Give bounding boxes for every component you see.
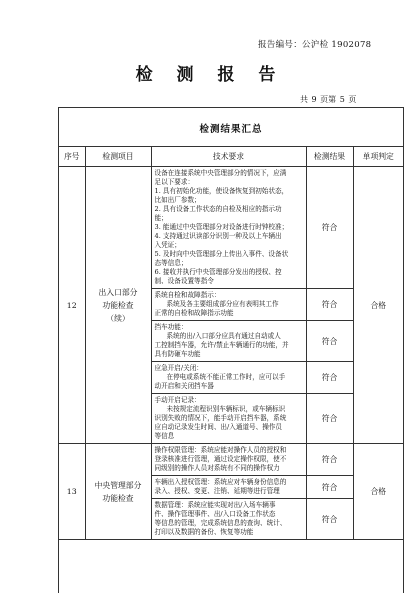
results-frame bbox=[58, 107, 404, 593]
result-cell: 符合 bbox=[306, 362, 353, 394]
header-requirement: 技术要求 bbox=[151, 147, 306, 167]
req-line: 系统的出/入口部分应具有通过自动或人 bbox=[166, 332, 281, 340]
item-line: 功能检查 bbox=[102, 493, 134, 503]
result-cell: 符合 bbox=[306, 289, 353, 321]
result-cell: 符合 bbox=[306, 476, 353, 499]
requirement-cell bbox=[151, 476, 306, 499]
header-item: 检测项目 bbox=[85, 147, 151, 167]
req-line: 车辆出入授权管理：系统应对车辆身份信息的 bbox=[154, 478, 287, 486]
header-seq: 序号 bbox=[59, 147, 85, 167]
results-table bbox=[59, 146, 403, 540]
req-line: 入凭证； bbox=[154, 241, 181, 249]
table-header-row bbox=[59, 147, 403, 167]
req-line: 等信息的管理，完成系统信息的查询、统计、 bbox=[154, 519, 287, 527]
requirement-cell bbox=[151, 499, 306, 540]
req-line: 应自动记录发生时间、出/入通道号、操作员 bbox=[154, 423, 283, 431]
req-line: 未按规定流程识别车辆标识，或车辆标识 bbox=[166, 405, 286, 413]
verdict-cell: 合格 bbox=[353, 444, 403, 540]
req-line: 录入、授权、变更、注销、延期等进行管理 bbox=[154, 487, 280, 495]
verdict-cell: 合格 bbox=[353, 167, 403, 444]
req-line: 识别失败的情况下，能手动开启挡车器，系统 bbox=[154, 414, 287, 422]
req-line: 比如出厂参数； bbox=[154, 196, 201, 204]
req-line: 登录核准进行管理，通过设定操作权限，使不 bbox=[154, 455, 287, 463]
req-line: 应急开启/关闭： bbox=[154, 364, 203, 372]
req-line: 4. 支持通过识读部分识别一种及以上车辆出 bbox=[154, 232, 282, 240]
req-line: 足以下要求： bbox=[154, 178, 195, 186]
report-title: 检 测 报 告 bbox=[135, 65, 285, 85]
req-line: 手动开启记录： bbox=[154, 396, 201, 404]
req-line: 打印以及数据的备份、恢复等功能 bbox=[154, 528, 254, 536]
req-line: 2. 具有设备工作状态的自检及相应的指示功 bbox=[154, 205, 282, 213]
req-line: 系统及各主要组成部分应有表明其工作 bbox=[166, 300, 279, 308]
req-line: 3. 能通过中央管理部分对设备进行时钟校准； bbox=[154, 223, 289, 231]
group-seq: 12 bbox=[59, 167, 85, 444]
result-cell: 符合 bbox=[306, 444, 353, 476]
section-title: 检测结果汇总 bbox=[199, 124, 263, 135]
req-line: 在停电或系统不能正常工作时，应可以手 bbox=[166, 373, 286, 381]
group-seq: 13 bbox=[59, 444, 85, 540]
item-line: （续） bbox=[106, 313, 130, 323]
result-cell: 符合 bbox=[306, 394, 353, 444]
group-item bbox=[85, 444, 151, 540]
req-line: 具有防砸车功能 bbox=[154, 350, 201, 358]
req-line: 工控制挡车器，允许/禁止车辆通行的功能，并 bbox=[154, 341, 289, 349]
req-line: 5. 及时向中央管理部分上传出入事件、设备状 bbox=[154, 250, 289, 258]
item-line: 中央管理部分 bbox=[94, 480, 142, 490]
header-result: 检测结果 bbox=[306, 147, 353, 167]
req-line: 态等信息； bbox=[154, 259, 188, 267]
requirement-cell bbox=[151, 394, 306, 444]
requirement-cell bbox=[151, 444, 306, 476]
result-cell: 符合 bbox=[306, 499, 353, 540]
req-line: 数据管理：系统应能实现对出/入场车辆事 bbox=[154, 501, 276, 509]
requirement-cell bbox=[151, 321, 306, 362]
req-line: 同级别的操作人员对系统有不同的操作权力 bbox=[154, 464, 280, 472]
report-number: 报告编号：公沪检 1902078 bbox=[258, 40, 372, 50]
req-line: 等信息 bbox=[154, 432, 175, 440]
req-line: 系统自检和故障指示： bbox=[154, 291, 221, 299]
req-line: 1. 具有初始化功能，使设备恢复到初始状态， bbox=[154, 187, 289, 195]
requirement-cell bbox=[151, 362, 306, 394]
item-line: 出入口部分 bbox=[98, 287, 138, 297]
group-item bbox=[85, 167, 151, 444]
result-cell: 符合 bbox=[306, 167, 353, 289]
table-row bbox=[59, 444, 403, 476]
req-line: 挡车功能： bbox=[154, 323, 188, 331]
header-verdict: 单项判定 bbox=[353, 147, 403, 167]
item-line: 功能检查 bbox=[102, 300, 134, 310]
req-line: 6. 接收并执行中央管理部分发出的授权、控 bbox=[154, 268, 282, 276]
result-cell: 符合 bbox=[306, 321, 353, 362]
page-info: 共 9 页第 5 页 bbox=[300, 95, 357, 104]
req-line: 操作权限管理：系统应能对操作人员的授权和 bbox=[154, 446, 287, 454]
table-row bbox=[59, 167, 403, 289]
requirement-cell bbox=[151, 289, 306, 321]
req-line: 件、操作管理事件、出/入口设备工作状态 bbox=[154, 510, 276, 518]
req-line: 正常的自检和故障指示功能 bbox=[154, 309, 234, 317]
req-line: 制、设备设置等指令 bbox=[154, 277, 214, 285]
req-line: 能； bbox=[154, 214, 168, 222]
req-line: 动开启和关闭挡车器 bbox=[154, 382, 214, 390]
requirement-cell bbox=[151, 167, 306, 289]
req-line: 设备在连接系统中央管理部分的情况下，应满 bbox=[154, 169, 287, 177]
